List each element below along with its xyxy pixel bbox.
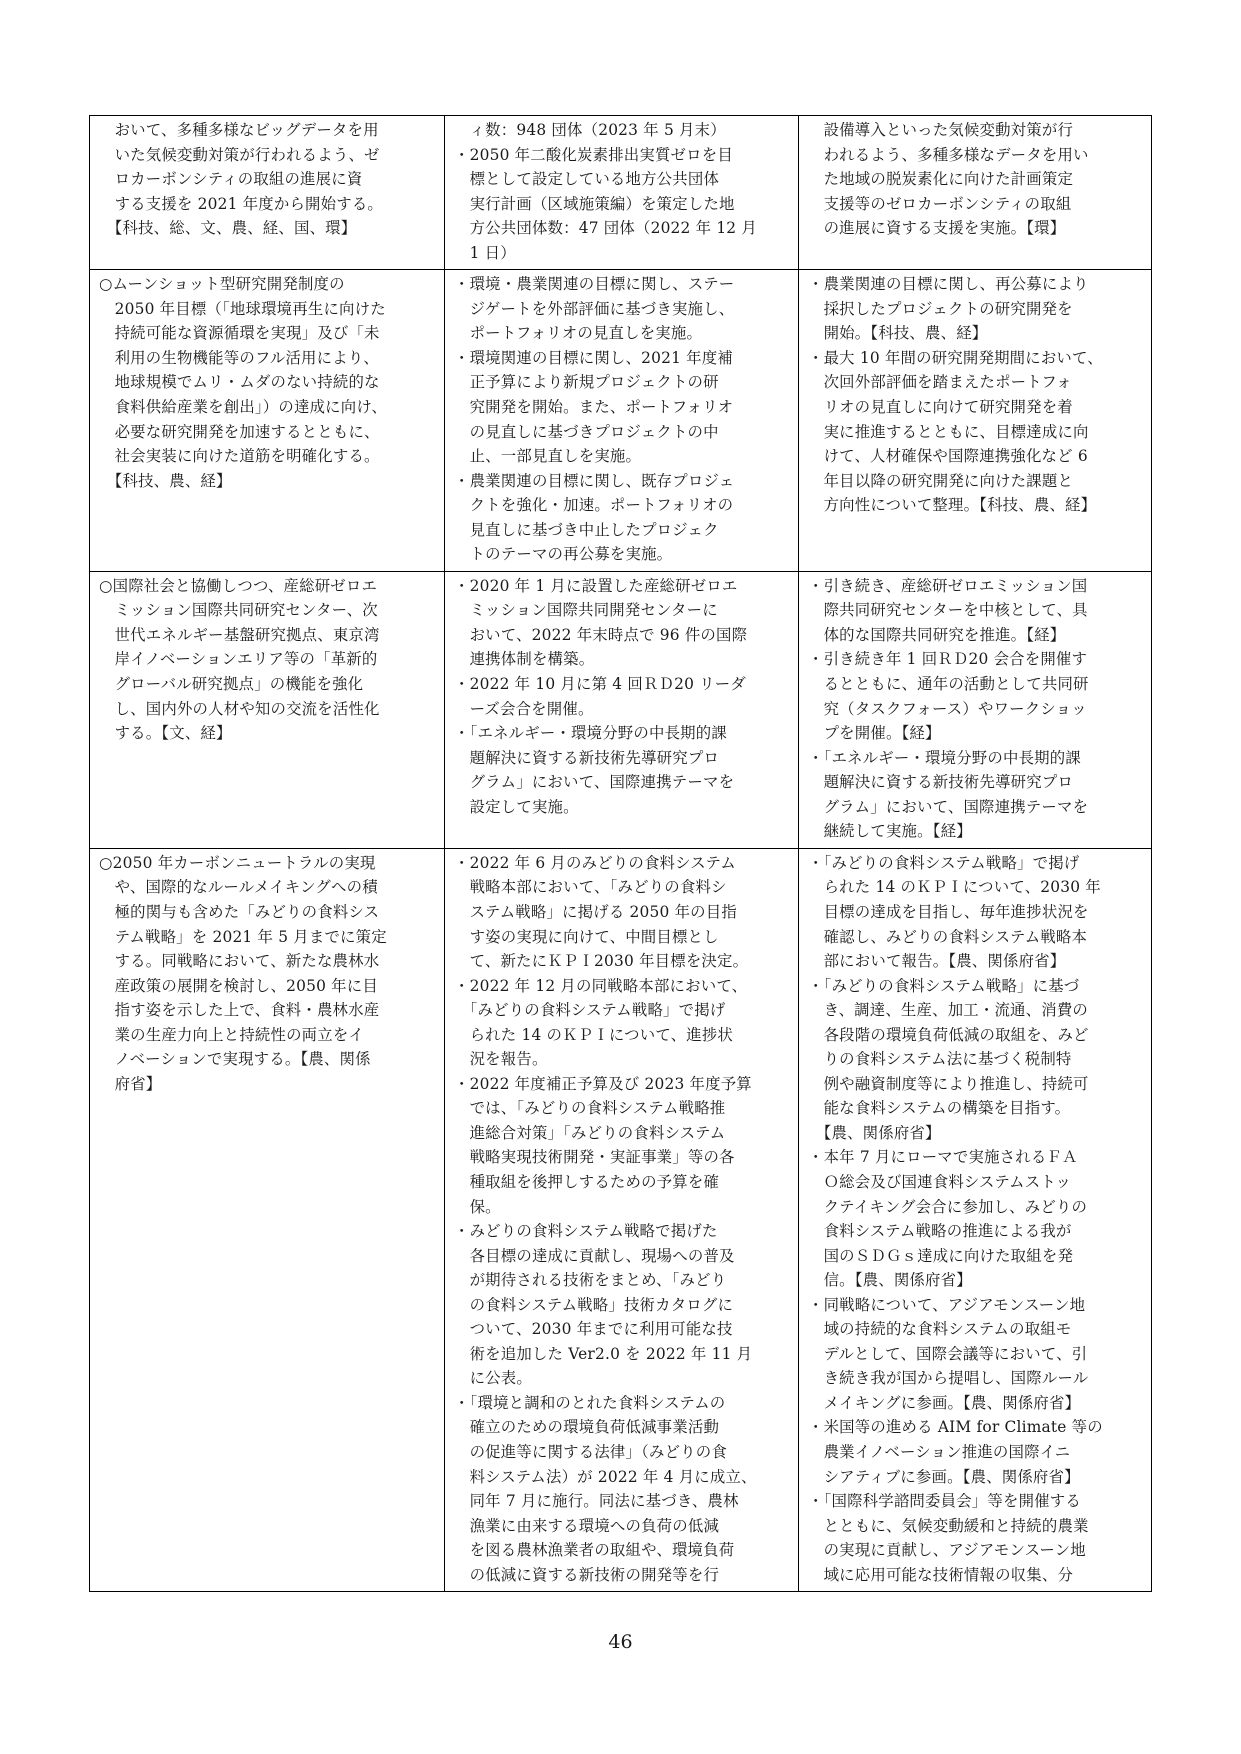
cell-text-line: の促進等に関する法律」（みどりの食 (454, 1442, 727, 1461)
cell-text-line: 種取組を後押しするための予算を確 (454, 1172, 720, 1191)
cell-text-line: た地域の脱炭素化に向けた計画策定 (808, 170, 1074, 189)
cell-text-line: トのテーマの再公募を実施。 (454, 545, 673, 564)
cell-text-line: する。【文、経】 (99, 724, 232, 743)
table-body (90, 116, 1152, 1592)
cell-text-line: ・農業関連の目標に関し、再公募により (808, 275, 1089, 294)
cell-text-line: ・2022 年度補正予算及び 2023 年度予算 (454, 1074, 752, 1093)
cell-text-line: られた 14 のＫＰＩについて、進捗状 (454, 1025, 734, 1044)
cell-text-line: 目標の達成を目指し、毎年進捗状況を (808, 902, 1089, 921)
cell-text-line: ィ数：948 団体（2023 年 5 月末） (454, 121, 726, 139)
cell-text-line: ・最大 10 年間の研究開発期間において、 (808, 348, 1103, 367)
cell-text-line: ステム戦略」に掲げる 2050 年の目指 (454, 902, 737, 921)
table-row (90, 848, 1152, 1591)
cell-text-line: 「みどりの食料システム戦略」で掲げ (454, 1001, 726, 1020)
cell-text-line: 業の生産力向上と持続性の両立をイ (99, 1025, 365, 1044)
progress-cell (445, 116, 799, 270)
cell-text-line: ・「エネルギー・環境分野の中長期的課 (808, 748, 1081, 767)
cell-text-line: ・「環境と調和のとれた食料システムの (454, 1393, 726, 1412)
plan-cell (799, 270, 1152, 572)
cell-text-line: の低減に資する新技術の開発等を行 (454, 1565, 720, 1584)
cell-text-line: ○2050 年カーボンニュートラルの実現 (99, 853, 376, 872)
cell-text-line: Ｏ総会及び国連食料システムストッ (808, 1172, 1072, 1191)
cell-text-line: 術を追加した Ver2.0 を 2022 年 11 月 (454, 1344, 753, 1363)
cell-text-line: グローバル研究拠点」の機能を強化 (99, 675, 364, 694)
cell-text-line: 究開発を開始。また、ポートフォリオ (454, 398, 734, 417)
cell-text-line: ・2022 年 6 月のみどりの食料システム (454, 853, 736, 872)
cell-text-line: メイキングに参画。【農、関係府省】 (808, 1393, 1081, 1412)
cell-text-line: き続き我が国から提唱し、国際ルール (808, 1369, 1089, 1388)
target-cell (90, 848, 445, 1591)
cell-text-line: 方公共団体数：47 団体（2022 年 12 月 (454, 219, 757, 238)
cell-text-line: けて、人材確保や国際連携強化など 6 (808, 447, 1088, 466)
cell-text-line: ・引き続き年 1 回ＲＤ20 会合を開催す (808, 650, 1088, 669)
cell-text-line: 1 日） (454, 243, 516, 262)
cell-text-line: 産政策の展開を検討し、2050 年に目 (99, 976, 378, 995)
cell-text-line: 連携体制を構築。 (454, 650, 595, 669)
cell-text-line: ・同戦略について、アジアモンスーン地 (808, 1295, 1086, 1314)
cell-text-line: ついて、2030 年までに利用可能な技 (454, 1320, 733, 1339)
progress-cell (445, 270, 799, 572)
cell-text-line: とともに、気候変動緩和と持続的農業 (808, 1516, 1089, 1535)
cell-text-line: 保。 (454, 1197, 501, 1216)
cell-text-line: 域に応用可能な技術情報の収集、分 (808, 1565, 1074, 1584)
cell-text-line: プを開催。【経】 (808, 724, 941, 743)
cell-text-line: ・2020 年 1 月に設置した産総研ゼロエ (454, 576, 738, 595)
cell-text-line: ・「エネルギー・環境分野の中長期的課 (454, 724, 727, 743)
cell-text-line: ・農業関連の目標に関し、既存プロジェ (454, 471, 735, 490)
cell-text-line: 食料システム戦略の推進による我が (808, 1222, 1072, 1241)
cell-text-line: 確立のための環境負荷低減事業活動 (454, 1418, 720, 1437)
cell-text-line: ーズ会合を開催。 (454, 699, 594, 718)
table-row (90, 571, 1152, 848)
cell-text-line: 際共同研究センターを中核として、具 (808, 601, 1088, 620)
cell-text-line: 題解決に資する新技術先導研究プロ (454, 748, 720, 767)
cell-text-line: 【科技、農、経】 (99, 471, 232, 490)
cell-text-line: 標として設定している地方公共団体 (454, 170, 720, 189)
cell-text-line: 実に推進するとともに、目標達成に向 (808, 422, 1089, 441)
cell-text-line: する。同戦略において、新たな農林水 (99, 952, 380, 971)
cell-text-line: する支援を 2021 年度から開始する。 (99, 194, 384, 213)
cell-text-line: ジゲートを外部評価に基づき実施し、 (454, 299, 735, 318)
cell-text-line: に公表。 (454, 1369, 532, 1388)
cell-text-line: われるよう、多種多様なデータを用い (808, 145, 1089, 164)
cell-text-line: 域の持続的な食料システムの取組モ (808, 1320, 1072, 1339)
cell-text-line: クテイキング会合に参加し、みどりの (808, 1197, 1088, 1216)
cell-text-line: ・引き続き、産総研ゼロエミッション国 (808, 576, 1088, 595)
cell-text-line: 【農、関係府省】 (808, 1123, 941, 1142)
cell-text-line: 極的関与も含めた「みどりの食料シス (99, 902, 380, 921)
cell-text-line: 採択したプロジェクトの研究開発を (808, 299, 1073, 318)
cell-text-line: 持続可能な資源循環を実現」及び「未 (99, 324, 380, 343)
cell-text-line: ロカーボンシティの取組の進展に資 (99, 170, 363, 189)
cell-text-line: し、国内外の人材や知の交流を活性化 (99, 699, 380, 718)
cell-text-line: 方向性について整理。【科技、農、経】 (808, 496, 1097, 515)
cell-text-line: 府省】 (99, 1074, 162, 1093)
cell-text-line: 能な食料システムの構築を目指す。 (808, 1099, 1071, 1118)
cell-text-line: 料システム法）が 2022 年 4 月に成立、 (454, 1467, 757, 1486)
cell-text-line: 実行計画（区域施策編）を策定した地 (454, 194, 735, 213)
cell-text-line: 支援等のゼロカーボンシティの取組 (808, 194, 1072, 213)
target-cell (90, 116, 445, 270)
cell-text-line: ・本年 7 月にローマで実施されるＦＡ (808, 1148, 1078, 1167)
cell-text-line: ○国際社会と協働しつつ、産総研ゼロエ (99, 576, 378, 595)
cell-text-line: おいて、2022 年末時点で 96 件の国際 (454, 625, 748, 644)
measures-table (89, 115, 1152, 1592)
cell-text-line: す姿の実現に向けて、中間目標とし (454, 927, 719, 946)
cell-text-line: ノベーションで実現する。【農、関係 (99, 1050, 371, 1069)
cell-text-line: 年目以降の研究開発に向けた課題と (808, 471, 1074, 490)
cell-text-line: 岸イノベーションエリア等の「革新的 (99, 650, 378, 669)
cell-text-line: 漁業に由来する環境への負荷の低減 (454, 1516, 720, 1535)
cell-text-line: ・2022 年 12 月の同戦略本部において、 (454, 976, 748, 995)
plan-cell (799, 571, 1152, 848)
cell-text-line: 設定して実施。 (454, 797, 579, 816)
cell-text-line: 国のＳＤＧｓ達成に向けた取組を発 (808, 1246, 1074, 1265)
cell-text-line: が期待される技術をまとめ、「みどり (454, 1271, 727, 1290)
cell-text-line: ・「国際科学諮問委員会」等を開催する (808, 1492, 1081, 1511)
cell-text-line: 各目標の達成に貢献し、現場への普及 (454, 1246, 735, 1265)
cell-text-line: 題解決に資する新技術先導研究プロ (808, 773, 1074, 792)
cell-text-line: テム戦略」を 2021 年 5 月までに策定 (99, 927, 387, 946)
cell-text-line: 況を報告。 (454, 1050, 548, 1069)
cell-text-line: 指す姿を示した上で、食料・農林水産 (99, 1001, 380, 1020)
cell-text-line: おいて、多種多様なビッグデータを用 (99, 121, 379, 139)
target-cell (90, 571, 445, 848)
cell-text-line: 農業イノベーション推進の国際イニ (808, 1442, 1071, 1461)
progress-cell (445, 571, 799, 848)
cell-text-line: リオの見直しに向けて研究開発を着 (808, 398, 1073, 417)
cell-text-line: 利用の生物機能等のフル活用により、 (99, 348, 380, 367)
cell-text-line: 開始。【科技、農、経】 (808, 324, 988, 343)
cell-text-line: 体的な国際共同研究を推進。【経】 (808, 625, 1066, 644)
cell-text-line: 部において報告。【農、関係府省】 (808, 952, 1066, 971)
cell-text-line: ミッション国際共同研究センター、次 (99, 601, 378, 620)
cell-text-line: の食料システム戦略」技術カタログに (454, 1295, 734, 1314)
cell-text-line: 究（タスクフォース）やワークショッ (808, 699, 1087, 718)
progress-cell (445, 848, 799, 1591)
cell-text-line: シアティブに参画。【農、関係府省】 (808, 1467, 1080, 1486)
cell-text-line: 例や融資制度等により推進し、持続可 (808, 1074, 1089, 1093)
cell-text-line: 確認し、みどりの食料システム戦略本 (808, 927, 1088, 946)
cell-text-line: や、国際的なルールメイキングへの積 (99, 878, 378, 897)
cell-text-line: き、調達、生産、加工・流通、消費の (808, 1001, 1089, 1020)
cell-text-line: 社会実装に向けた道筋を明確化する。 (99, 447, 380, 466)
cell-text-line: クトを強化・加速。ポートフォリオの (454, 496, 734, 515)
cell-text-line: ・環境・農業関連の目標に関し、ステー (454, 275, 735, 294)
cell-text-line: ・米国等の進める AIM for Climate 等の (808, 1418, 1103, 1437)
plan-cell (799, 116, 1152, 270)
cell-text-line: ・「みどりの食料システム戦略」に基づ (808, 976, 1080, 995)
cell-text-line: デルとして、国際会議等において、引 (808, 1344, 1088, 1363)
cell-text-line: るとともに、通年の活動として共同研 (808, 675, 1089, 694)
cell-text-line: の実現に貢献し、アジアモンスーン地 (808, 1541, 1086, 1560)
cell-text-line: て、新たにＫＰＩ2030 年目標を決定。 (454, 952, 749, 971)
cell-text-line: ・環境関連の目標に関し、2021 年度補 (454, 348, 733, 367)
cell-text-line: りの食料システム法に基づく税制特 (808, 1050, 1072, 1069)
cell-text-line: グラム」において、国際連携テーマを (454, 773, 735, 792)
plan-cell (799, 848, 1152, 1591)
cell-text-line: ・2050 年二酸化炭素排出実質ゼロを目 (454, 145, 733, 164)
cell-text-line: 戦略本部において、「みどりの食料シ (454, 878, 727, 897)
table-row (90, 270, 1152, 572)
cell-text-line: ポートフォリオの見直しを実施。 (454, 324, 703, 343)
cell-text-line: 世代エネルギー基盤研究拠点、東京湾 (99, 625, 380, 644)
cell-text-line: 地球規模でムリ・ムダのない持続的な (99, 373, 380, 392)
cell-text-line: 設備導入といった気候変動対策が行 (808, 121, 1074, 139)
cell-text-line: 【科技、総、文、農、経、国、環】 (99, 219, 357, 238)
cell-text-line: 継続して実施。【経】 (808, 822, 972, 841)
cell-text-line: 進総合対策」「みどりの食料システム (454, 1123, 726, 1142)
target-cell (90, 270, 445, 572)
cell-text-line: 次回外部評価を踏まえたポートフォ (808, 373, 1072, 392)
cell-text-line: いた気候変動対策が行われるよう、ゼ (99, 145, 380, 164)
table-row (90, 116, 1152, 270)
cell-text-line: では、「みどりの食料システム戦略推 (454, 1099, 726, 1118)
cell-text-line: グラム」において、国際連携テーマを (808, 797, 1089, 816)
cell-text-line: 同年 7 月に施行。同法に基づき、農林 (454, 1492, 739, 1511)
cell-text-line: ・2022 年 10 月に第 4 回ＲＤ20 リーダ (454, 675, 746, 694)
cell-text-line: ミッション国際共同開発センターに (454, 601, 718, 620)
cell-text-line: 各段階の環境負荷低減の取組を、みど (808, 1025, 1089, 1044)
cell-text-line: 信。【農、関係府省】 (808, 1271, 972, 1290)
cell-text-line: の見直しに基づきプロジェクトの中 (454, 422, 719, 441)
page-number: 46 (608, 1631, 633, 1653)
cell-text-line: 必要な研究開発を加速するとともに、 (99, 422, 380, 441)
cell-text-line: られた 14 のＫＰＩについて、2030 年 (808, 878, 1101, 897)
cell-text-line: 見直しに基づき中止したプロジェク (454, 520, 719, 539)
cell-text-line: 正予算により新規プロジェクトの研 (454, 373, 719, 392)
cell-text-line: ・みどりの食料システム戦略で掲げた (454, 1222, 718, 1241)
cell-text-line: 戦略実現技術開発・実証事業」等の各 (454, 1148, 735, 1167)
cell-text-line: の進展に資する支援を実施。【環】 (808, 219, 1066, 238)
cell-text-line: 2050 年目標（「地球環境再生に向けた (99, 299, 386, 318)
cell-text-line: 止、一部見直しを実施。 (454, 447, 642, 466)
cell-text-line: 食料供給産業を創出」）の達成に向け、 (99, 398, 387, 417)
cell-text-line: ○ムーンショット型研究開発制度の (99, 275, 345, 294)
cell-text-line: を図る農林漁業者の取組や、環境負荷 (454, 1541, 735, 1560)
cell-text-line: ・「みどりの食料システム戦略」で掲げ (808, 853, 1080, 872)
